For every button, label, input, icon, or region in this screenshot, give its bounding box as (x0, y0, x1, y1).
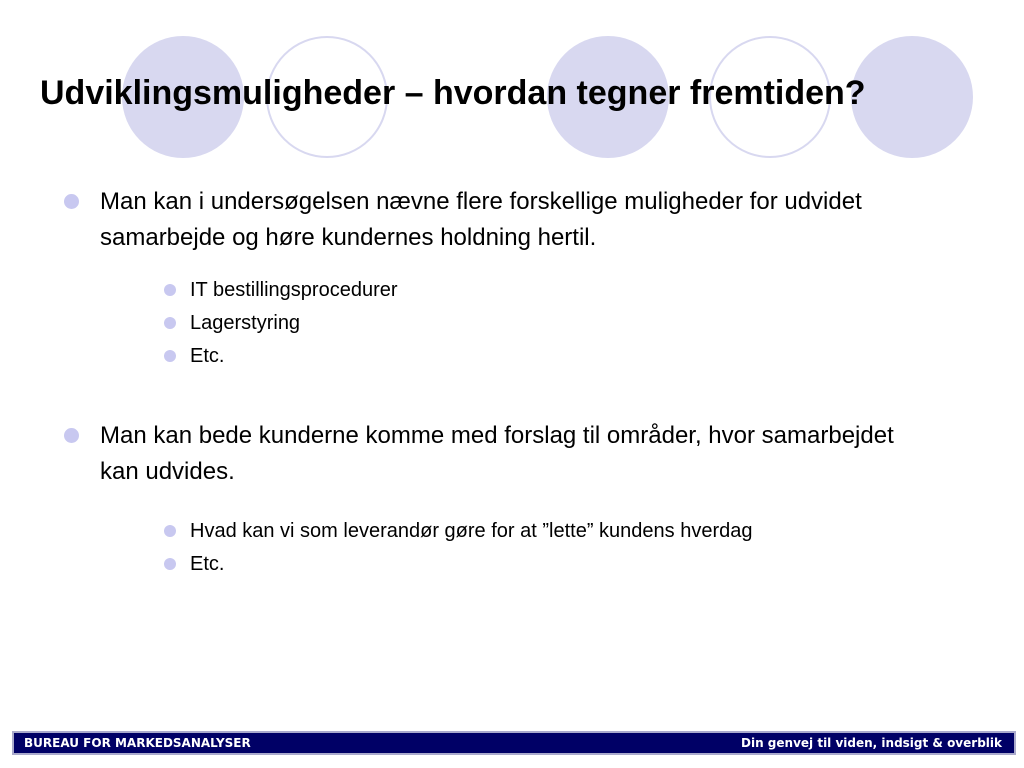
sub-bullet-dot-icon (164, 525, 176, 537)
sub-bullet-dot-icon (164, 317, 176, 329)
sub-bullet-list (64, 274, 964, 373)
sub-bullet-item (164, 515, 964, 548)
sub-bullet-text: Etc. (190, 553, 225, 575)
footer-bar (12, 731, 1016, 755)
sub-bullet-item (164, 274, 964, 307)
bullet-item (64, 418, 930, 490)
sub-bullet-text: Lagerstyring (190, 312, 301, 334)
slide-body (64, 184, 964, 581)
footer-company-name: BUREAU FOR MARKEDSANALYSER (24, 736, 251, 750)
sub-bullet-list (64, 515, 964, 581)
sub-bullet-dot-icon (164, 350, 176, 362)
slide-title: Udviklingsmuligheder – hvordan tegner fremtiden? (40, 74, 866, 112)
sub-bullet-item (164, 340, 964, 373)
bullet-text: Man kan i undersøgelsen nævne flere forskellige muligheder for udvidet samarbejde og høre kundernes holdning hertil. (100, 188, 862, 251)
decorative-circle-filled (851, 36, 973, 158)
sub-bullet-text: IT bestillingsprocedurer (190, 279, 398, 301)
bullet-text: Man kan bede kunderne komme med forslag til områder, hvor samarbejdet kan udvides. (100, 422, 894, 485)
sub-bullet-text: Etc. (190, 345, 225, 367)
footer-tagline: Din genvej til viden, indsigt & overblik (741, 736, 1002, 750)
bullet-dot-icon (64, 428, 79, 443)
bullet-item (64, 184, 930, 256)
sub-bullet-text: Hvad kan vi som leverandør gøre for at ”lette” kundens hverdag (190, 520, 753, 542)
sub-bullet-item (164, 548, 964, 581)
sub-bullet-dot-icon (164, 284, 176, 296)
sub-bullet-item (164, 307, 964, 340)
bullet-dot-icon (64, 194, 79, 209)
sub-bullet-dot-icon (164, 558, 176, 570)
